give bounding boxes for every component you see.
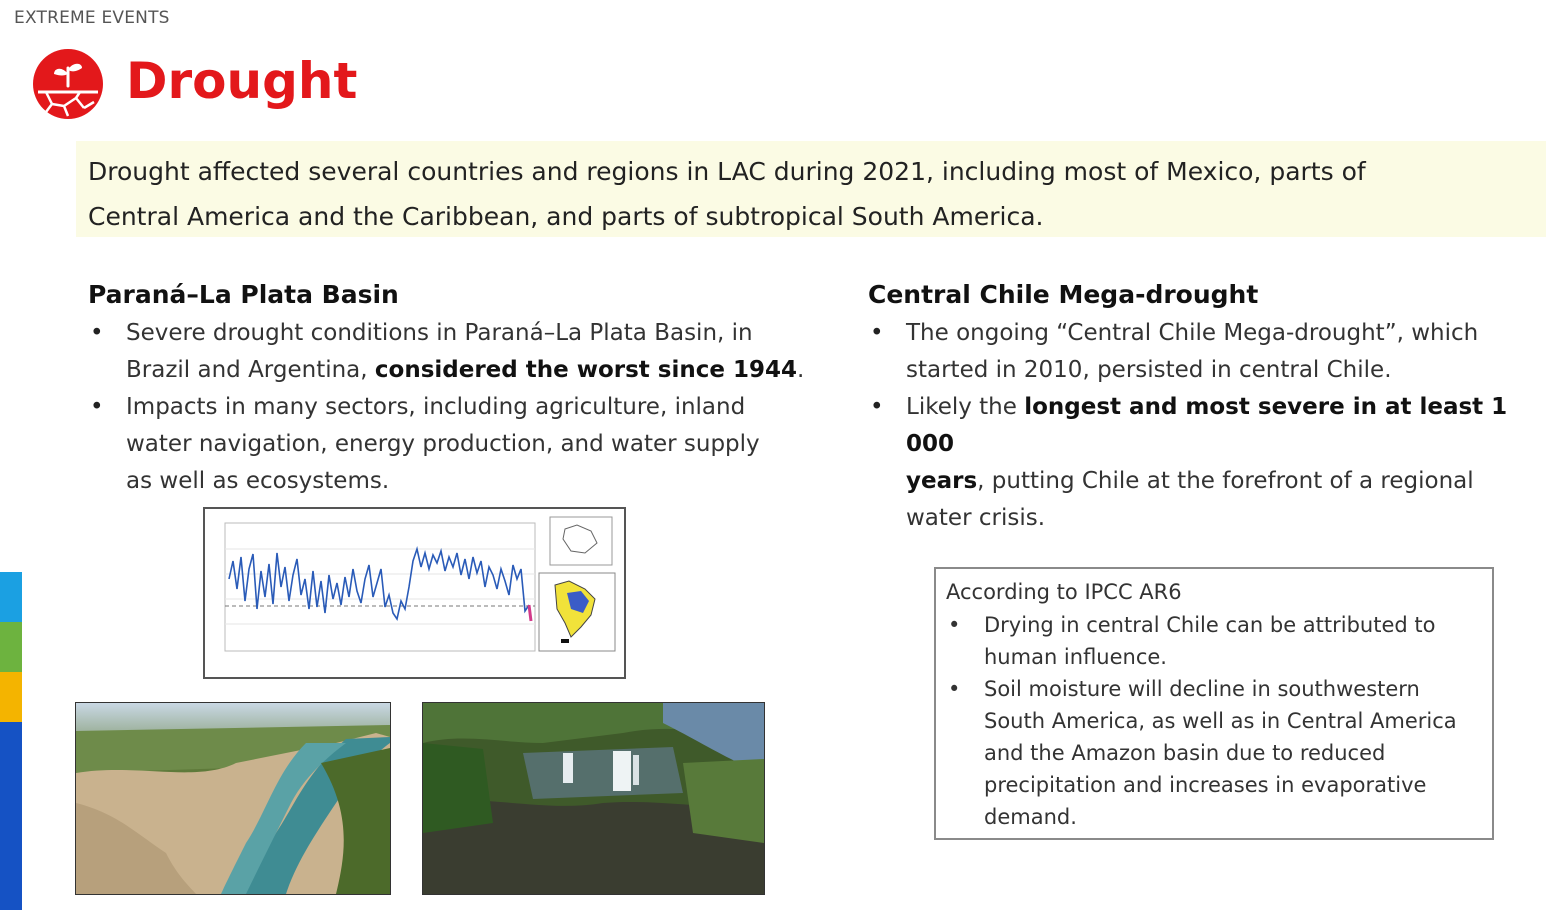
ipcc-line: South America, as well as in Central America [984,709,1457,733]
bullet-text: Impacts in many sectors, including agriculture, inland [126,394,746,420]
chile-bullets [868,315,1558,537]
ipcc-line: • Soil moisture will decline in southwestern [984,677,1420,701]
bullet-item [88,315,828,389]
dry-riverbed-image [76,703,390,894]
summary-line: Central America and the Caribbean, and parts of subtropical South America. [88,202,1044,231]
bullet-text: water crisis. [906,505,1045,531]
parana-section [88,280,828,500]
ipcc-heading: According to IPCC AR6 [946,580,1182,604]
bullet-emphasis: longest and most severe in at least 1 000 [906,394,1508,457]
ipcc-bullet [946,609,1482,673]
bullet-emphasis: considered the worst since 1944 [374,357,798,383]
sidebar-color-bar [0,572,22,910]
chile-heading: Central Chile Mega-drought [868,280,1259,309]
summary-box [76,141,1546,237]
bullet-text: started in 2010, persisted in central Chile. [906,357,1392,383]
waterfall-drought-image [423,703,764,894]
bullet-text: as well as ecosystems. [126,468,390,494]
parana-bullets [88,315,828,500]
bullet-text: Brazil and Argentina, [126,357,375,383]
bullet-emphasis: years [906,468,978,494]
river-level-chart-figure [203,507,626,679]
chile-section [868,280,1558,537]
section-kicker: EXTREME EVENTS [14,8,170,28]
ipcc-line: human influence. [984,645,1167,669]
summary-line: Drought affected several countries and regions in LAC during 2021, including most of Mexico, parts of [88,157,1366,186]
sidebar-stripe-darkblue [0,722,22,910]
parana-heading: Paraná–La Plata Basin [88,280,399,309]
bullet-item [88,389,828,500]
bullet-item [868,315,1558,389]
dry-riverbed-photo [75,702,391,895]
ipcc-callout-box [934,567,1494,840]
river-level-chart-graphic [205,509,624,677]
bullet-text: . [797,357,805,383]
bullet-text: water navigation, energy production, and water supply [126,431,760,457]
waterfall-drought-photo [422,702,765,895]
ipcc-line: • Drying in central Chile can be attributed to [984,613,1436,637]
bullet-text: Likely the [906,394,1025,420]
ipcc-line: demand. [984,805,1077,829]
sidebar-stripe-green [0,622,22,672]
ipcc-line: and the Amazon basin due to reduced [984,741,1386,765]
ipcc-bullets [946,609,1482,833]
sidebar-stripe-yellow [0,672,22,722]
bullet-item [868,389,1558,537]
bullet-text: The ongoing “Central Chile Mega-drought”, which [906,320,1479,346]
ipcc-bullet [946,673,1482,833]
page-title: Drought [126,52,358,110]
bullet-text: Severe drought conditions in Paraná–La Plata Basin, in [126,320,753,346]
bullet-text: , putting Chile at the forefront of a regional [977,468,1474,494]
ipcc-line: precipitation and increases in evaporative [984,773,1427,797]
drought-icon [32,48,104,120]
sidebar-stripe-blue [0,572,22,622]
